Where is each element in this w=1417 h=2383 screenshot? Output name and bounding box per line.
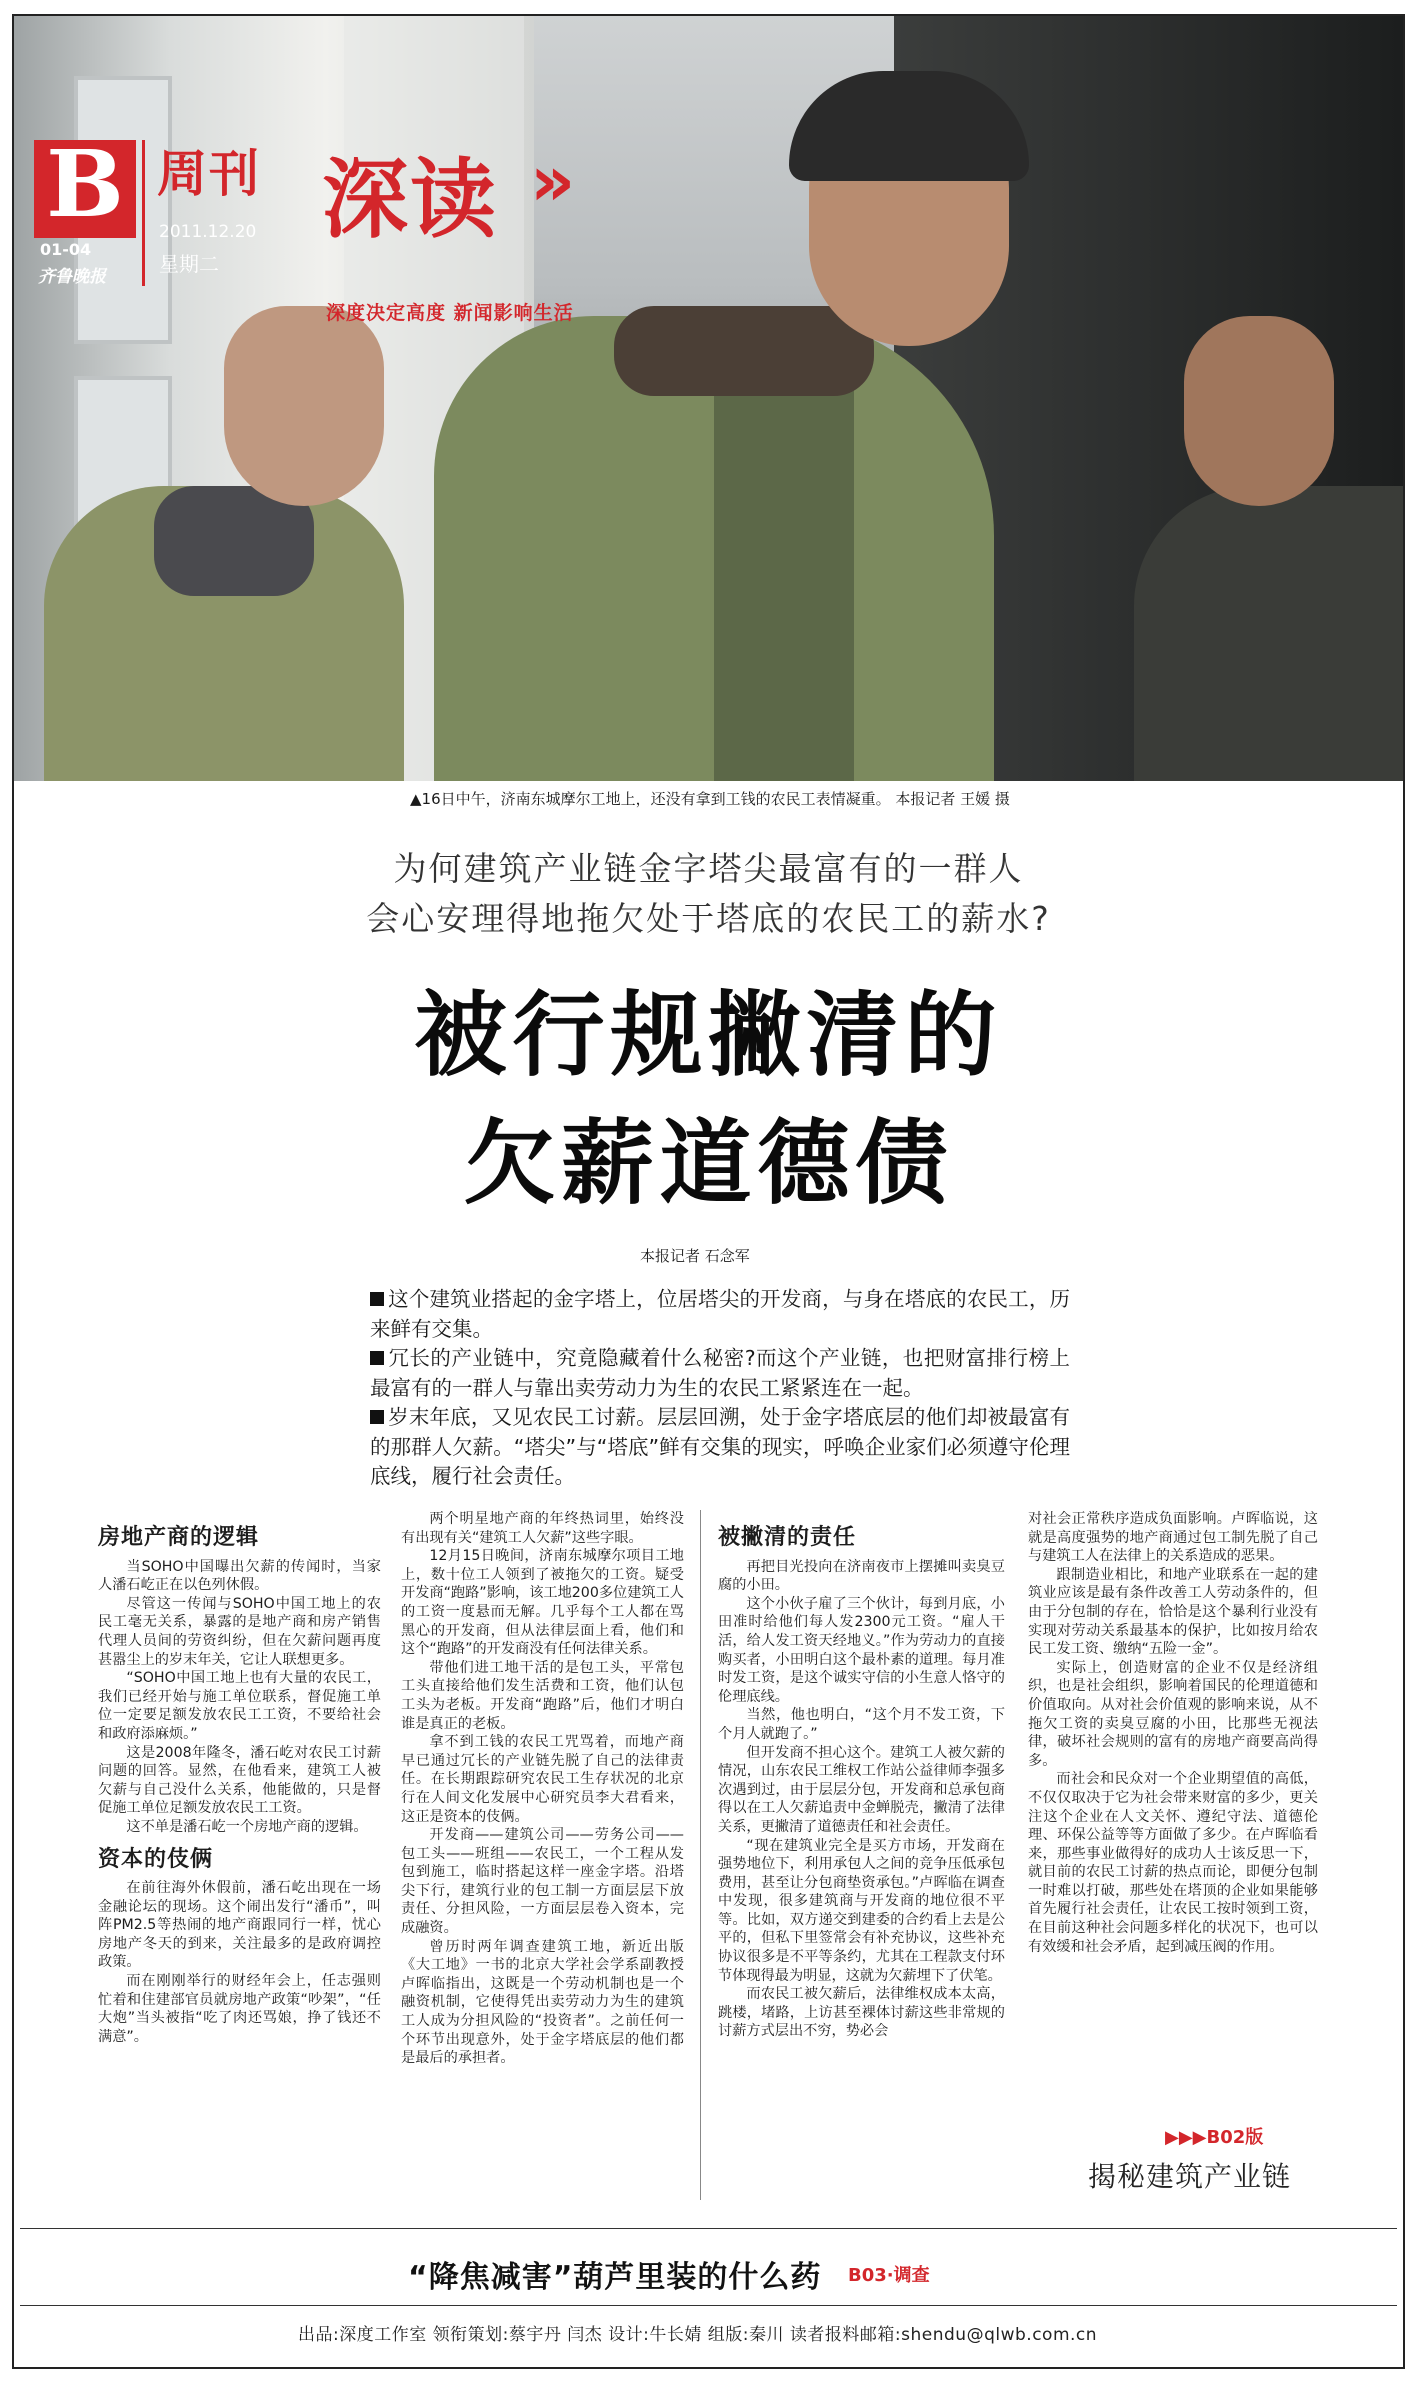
paragraph: 跟制造业相比，和地产业联系在一起的建筑业应该是最有条件改善工人劳动条件的，但由于分包制的存在，恰恰是这个暴利行业没有实现对劳动关系最基本的保护，比如按月给农民工发工资、缴纳“五险一金”。 bbox=[1028, 1566, 1318, 1658]
teaser-headline[interactable]: “降焦减害”葫芦里装的什么药 bbox=[408, 2260, 822, 2295]
section-heading: 被撇清的责任 bbox=[718, 1525, 857, 1550]
issue-weekday: 星期二 bbox=[159, 252, 219, 276]
paragraph: 而社会和民众对一个企业期望值的高低，不仅仅取决于它为社会带来财富的多少，更关注这个企业在人文关怀、遵纪守法、道德伦理、环保公益等等方面做了多少。在卢晖临看来，那些事业做得好的成功人士该反思一下，就目前的农民工讨薪的热点而论，即便分包制一时难以打破，那些处在塔顶的企业如果能够首先履行社会责任，让农民工按时领到工资，在目前这种社会问题多样化的状况下，也可以有效缓和社会矛盾，起到减压阀的作用。 bbox=[1028, 1771, 1318, 1955]
article-column-2 bbox=[401, 1510, 684, 2068]
summary-paragraph: 岁末年底，又见农民工讨薪。层层回溯，处于金字塔底层的他们却被最富有的那群人欠薪。“塔尖”与“塔底”鲜有交集的现实，呼唤企业家们必须遵守伦理底线，履行社会责任。 bbox=[370, 1405, 1070, 1488]
column-divider bbox=[700, 1510, 701, 2200]
paragraph: 这不单是潘石屹一个房地产商的逻辑。 bbox=[126, 1818, 368, 1835]
paragraph: 实际上，创造财富的企业不仅是经济组织，也是社会组织，影响着国民的伦理道德和价值取向。从对社会价值观的影响来说，从不拖欠工资的卖臭豆腐的小田，比那些无视法律，破坏社会规则的富有的房地产商要高尚得多。 bbox=[1028, 1659, 1318, 1769]
article-column-3 bbox=[718, 1525, 1005, 2041]
paragraph: 而在刚刚举行的财经年会上，任志强则忙着和住建部官员就房地产政策“吵架”，“任大炮”当头被指“吃了肉还骂娘，挣了钱还不满意”。 bbox=[98, 1973, 381, 2045]
paragraph: 再把目光投向在济南夜市上摆摊叫卖臭豆腐的小田。 bbox=[718, 1558, 1005, 1594]
credits-footer: 出品:深度工作室 领衔策划:蔡宇丹 闫杰 设计:牛长婧 组版:秦川 读者报料邮箱:shendu@qlwb.com.cn bbox=[298, 2325, 1098, 2345]
section-slogan: 深度决定高度 新闻影响生活 bbox=[326, 302, 574, 324]
subheadline-2: 会心安理得地拖欠处于塔底的农民工的薪水? bbox=[366, 899, 1051, 938]
weekly-block bbox=[142, 140, 315, 286]
paragraph: 12月15日晚间，济南东城摩尔项目工地上，数十位工人领到了被拖欠的工资。疑受开发商“跑路”影响，该工地200多位建筑工人的工资一度悬而无解。几乎每个工人都在骂黑心的开发商，但从法律层面上看，他们和这个“跑路”的开发商没有任何法律关系。 bbox=[401, 1548, 684, 1658]
paragraph: 这是2008年隆冬，潘石屹对农民工讨薪问题的回答。显然，在他看来，建筑工人被欠薪与自己没什么关系，他能做的，只是督促施工单位足额发放农民工工资。 bbox=[98, 1744, 381, 1817]
cover-photo bbox=[14, 16, 1403, 781]
photo-worker-center-zip bbox=[714, 346, 854, 781]
next-page-title[interactable]: 揭秘建筑产业链 bbox=[1088, 2160, 1292, 2193]
photo-worker-right bbox=[1134, 486, 1403, 781]
summary-paragraph: 冗长的产业链中，究竟隐藏着什么秘密?而这个产业链，也把财富排行榜上最富有的一群人与靠出卖劳动力为生的农民工紧紧连在一起。 bbox=[370, 1346, 1070, 1400]
paragraph: “SOHO中国工地上也有大量的农民工，我们已经开始与施工单位联系，督促施工单位一定要足额发放农民工工资，不要给社会和政府添麻烦。” bbox=[98, 1670, 381, 1742]
photo-worker-center-collar bbox=[614, 306, 874, 396]
photo-caption: ▲16日中午，济南东城摩尔工地上，还没有拿到工钱的农民工表情凝重。 本报记者 王媛 摄 bbox=[410, 790, 1010, 808]
paragraph: 两个明星地产商的年终热词里，始终没有出现有关“建筑工人欠薪”这些字眼。 bbox=[401, 1511, 684, 1546]
section-heading: 资本的伎俩 bbox=[98, 1846, 214, 1872]
paragraph: “现在建筑业完全是买方市场，开发商在强势地位下，利用承包人之间的竞争压低承包费用，甚至让分包商垫资承包。”卢晖临在调查中发现，很多建筑商与开发商的地位很不平等。比如，双方递交到建委的合约看上去是公平的，但私下里签常会有补充协议，这些补充协议很多是不平等条约，尤其在工程款支付环节体现得最为明显，这就为欠薪埋下了伏笔。 bbox=[718, 1837, 1005, 1984]
paragraph: 但开发商不担心这个。建筑工人被欠薪的情况，山东农民工维权工作站公益律师李强多次遇到过，由于层层分包，开发商和总承包商得以在工人欠薪追责中金蝉脱壳，撇清了法律关系，更撇清了道德责任和社会责任。 bbox=[718, 1744, 1005, 1835]
bullet-square-icon bbox=[370, 1292, 384, 1306]
paragraph: 对社会正常秩序造成负面影响。卢晖临说，这就是高度强势的地产商通过包工制先脱了自己与建筑工人在法律上的关系造成的恶果。 bbox=[1028, 1511, 1318, 1565]
article-column-4 bbox=[1028, 1510, 1318, 1956]
article-column-1 bbox=[98, 1525, 381, 2046]
divider bbox=[20, 2228, 1397, 2229]
paragraph: 这个小伙子雇了三个伙计，每到月底，小田准时给他们每人发2300元工资。“雇人干活，给人发工资天经地义。”作为劳动力的直接购买者，小田明白这个最朴素的道理。每月准时发工资，是这个诚实守信的小生意人恪守的伦理底线。 bbox=[718, 1595, 1005, 1705]
section-logo: B bbox=[34, 140, 136, 238]
paragraph: 拿不到工钱的农民工咒骂着，而地产商早已通过冗长的产业链先脱了自己的法律责任。在长期跟踪研究农民工生存状况的北京行在人间文化发展中心研究员李大君看来，这正是资本的伎俩。 bbox=[401, 1734, 684, 1825]
issue-date: 2011.12.20 bbox=[159, 222, 257, 242]
paragraph: 在前往海外休假前，潘石屹出现在一场金融论坛的现场。这个闹出发行“潘币”，叫阵PM2.5等热闹的地产商跟同行一样，忧心房地产冬天的到来，关注最多的是政府调控政策。 bbox=[98, 1880, 381, 1971]
teaser-ref[interactable]: B03·调查 bbox=[848, 2265, 930, 2286]
next-page-ref[interactable]: ▶▶▶B02版 bbox=[1165, 2127, 1264, 2148]
weekly-title: 周刊 bbox=[157, 145, 261, 203]
paragraph: 当然，他也明白，“这个月不发工资，下个月人就跑了。” bbox=[718, 1707, 1005, 1742]
bullet-square-icon bbox=[370, 1410, 384, 1424]
paragraph: 尽管这一传闻与SOHO中国工地上的农民工毫无关系，暴露的是地产商和房产销售代理人员间的劳资纠纷，但在欠薪问题再度甚嚣尘上的岁末年关，它让人联想更多。 bbox=[98, 1595, 381, 1668]
section-title: 深读 bbox=[322, 149, 498, 250]
paragraph: 当SOHO中国曝出欠薪的传闻时，当家人潘石屹正在以色列休假。 bbox=[98, 1558, 381, 1594]
paragraph: 曾历时两年调查建筑工地，新近出版《大工地》一书的北京大学社会学系副教授卢晖临指出，这既是一个劳动机制也是一个融资机制，它使得凭出卖劳动力为生的建筑工人成为分担风险的“投资者”。之前任何一个环节出现意外，处于金字塔底层的他们都是最后的承担者。 bbox=[401, 1938, 684, 2067]
headline-line-1: 被行规撇清的 bbox=[414, 982, 1003, 1089]
paper-name: 齐鲁晚报 bbox=[38, 267, 106, 287]
paragraph: 带他们进工地干活的是包工头，平常包工头直接给他们发生活费和工资，他们认包工头为老板。开发商“跑路”后，他们才明白谁是真正的老板。 bbox=[401, 1659, 684, 1732]
byline: 本报记者 石念军 bbox=[640, 1247, 750, 1265]
photo-worker-left-head bbox=[224, 306, 384, 506]
section-title-mark: » bbox=[530, 140, 576, 222]
headline-line-2: 欠薪道德债 bbox=[463, 1110, 954, 1217]
section-heading: 房地产商的逻辑 bbox=[98, 1525, 260, 1550]
paragraph: 而农民工被欠薪后，法律维权成本太高，跳楼，堵路，上访甚至裸体讨薪这些非常规的讨薪方式层出不穷，势必会 bbox=[718, 1986, 1005, 2040]
summary-paragraph: 这个建筑业搭起的金字塔上，位居塔尖的开发商，与身在塔底的农民工，历来鲜有交集。 bbox=[370, 1287, 1070, 1341]
divider bbox=[20, 2305, 1397, 2306]
bullet-square-icon bbox=[370, 1351, 384, 1365]
paragraph: 开发商——建筑公司——劳务公司——包工头——班组——农民工，一个工程从发包到施工，临时搭起这样一座金字塔。沿塔尖下行，建筑行业的包工制一方面层层下放责任、分担风险，一方面层层卷入资本，完成融资。 bbox=[401, 1827, 684, 1937]
photo-worker-right-head bbox=[1184, 316, 1334, 506]
page-range: 01-04 bbox=[40, 240, 92, 259]
summary-block bbox=[370, 1285, 1070, 1492]
subheadline-1: 为何建筑产业链金字塔尖最富有的一群人 bbox=[393, 849, 1024, 888]
